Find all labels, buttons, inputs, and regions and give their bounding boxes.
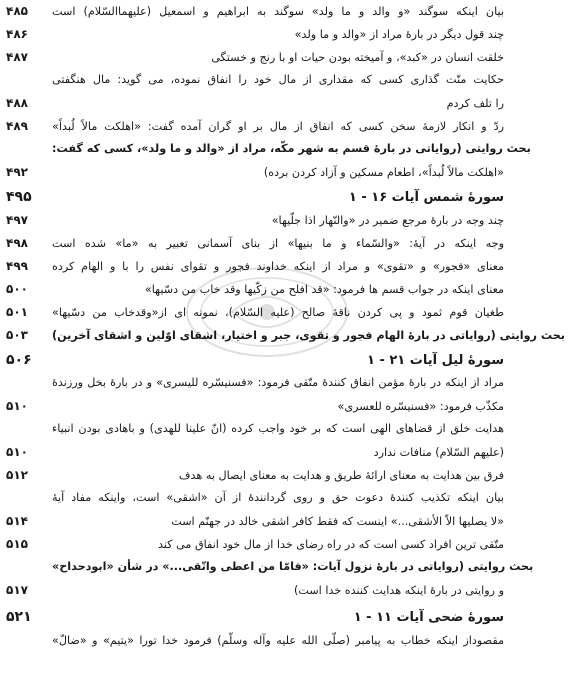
- entry-text: «لا یصلیها الاّ الأشقی...» اینست که فقط کافر اشقی خالد در جهنّم است: [171, 515, 504, 528]
- index-entry[interactable]: [6, 213, 526, 227]
- section-title: سورهٔ لیل آیات ۲۱ - ۱: [366, 353, 504, 368]
- page-number: ۵۰۰: [6, 282, 28, 296]
- section-heading[interactable]: [6, 189, 526, 205]
- entry-text: هدایت خلق از قضاهای الهی است که بر خود واجب کرده (انّ علینا للهدی) و باهادی بودن انبیاء: [52, 422, 504, 435]
- page-number: ۵۱۲: [6, 468, 28, 482]
- index-entry[interactable]: [6, 634, 526, 647]
- page-number: ۴۹۷: [6, 213, 28, 227]
- page-number: ۴۸۸: [6, 96, 28, 110]
- index-entry[interactable]: [6, 259, 526, 273]
- entry-text: حکایت منّت گذاری کسی که مقداری از مال خود را انفاق نموده، می گوید: مال هنگفتی: [52, 73, 504, 86]
- page-number: ۵۱۵: [6, 537, 28, 551]
- section-heading[interactable]: [6, 352, 526, 368]
- index-entry[interactable]: [6, 305, 526, 319]
- index-entry[interactable]: [6, 282, 526, 296]
- entry-text: (علیهم السّلام) منافات ندارد: [373, 446, 504, 459]
- index-entry[interactable]: [6, 73, 526, 86]
- page-number: ۵۱۴: [6, 514, 28, 528]
- page-number: ۵۰۱: [6, 305, 28, 319]
- entry-text: چند قول دیگر در بارهٔ مراد از «والد و ما ولد»: [294, 28, 504, 41]
- page-number: ۴۸۷: [6, 50, 28, 64]
- entry-text: معنای اینکه در جواب قسم ها فرمود: «قد افلح من زکّیها وقد خاب من دسّیها»: [144, 283, 504, 296]
- index-entry[interactable]: [6, 236, 526, 250]
- entry-text: وجه اینکه در آیهٔ: «والسّماء و ما بنیها» از بنای آسمانی تعبیر به «ما» شده است: [52, 237, 504, 250]
- index-entry[interactable]: [6, 491, 526, 504]
- page-number: ۴۹۵: [6, 189, 32, 205]
- index-entry[interactable]: [6, 27, 526, 41]
- section-title: سورهٔ شمس آیات ۱۶ - ۱: [348, 190, 504, 205]
- entry-text: خلقت انسان در «کبد»، و آمیخته بودن حیات او با رنج و خستگی: [211, 51, 504, 64]
- index-entry[interactable]: [6, 376, 526, 389]
- index-entry[interactable]: [6, 445, 526, 459]
- entry-text: مقصوداز اینکه خطاب به پیامبر (صلّی الله علیه وآله وسلّم) فرمود خدا تورا «یتیم» و «ضالّ»: [52, 634, 504, 647]
- entry-text: متّقی ترین افراد کسی است که در راه رضای خدا از مال خود انفاق می کند: [157, 538, 504, 551]
- index-entry[interactable]: [6, 399, 526, 413]
- page-number: ۵۱۰: [6, 445, 28, 459]
- index-entry[interactable]: [6, 165, 526, 179]
- page-number: ۴۸۵: [6, 4, 28, 18]
- index-entry[interactable]: [6, 560, 534, 573]
- index-entry[interactable]: [6, 468, 526, 482]
- entry-text: طغیان قوم ثمود و پی کردن ناقهٔ صالح (علیه السّلام)، نمونه ای از«وقدخاب من دسّیها»: [52, 306, 504, 319]
- page-number: ۵۱۷: [6, 583, 28, 597]
- entry-text: فرق بین هدایت به معنای ارائهٔ طریق و هدایت به معنای ایصال به هدف: [178, 469, 504, 482]
- index-entry[interactable]: [6, 119, 526, 133]
- index-entry[interactable]: [6, 514, 526, 528]
- section-title: سورهٔ ضحی آیات ۱۱ - ۱: [353, 610, 504, 625]
- index-entry[interactable]: [6, 583, 526, 597]
- page-number: ۴۹۲: [6, 165, 28, 179]
- entry-text: مراد از اینکه در بارهٔ مؤمن انفاق کنندهٔ متّقی فرمود: «فسنیسّره للیسری» و در بارهٔ بخل ورزندهٔ: [52, 376, 504, 389]
- entry-text: چند وجه در بارهٔ مرجع ضمیر در «والنّهار اذا جلّیها»: [271, 214, 504, 227]
- page-number: ۵۲۱: [6, 609, 32, 625]
- entry-text: بیان اینکه سوگند «و والد و ما ولد» سوگند به ابراهیم و اسمعیل (علیهماالسّلام) است: [52, 5, 504, 18]
- index-entry[interactable]: [6, 422, 526, 435]
- entry-text: معنای «فجور» و «تقوی» و مراد از اینکه خداوند فجور و تقوای نفس را با و الهام کرده: [52, 260, 504, 273]
- entry-text: بحث روایتی (روایاتی در بارهٔ الهام فجور و تقوی، جبر و اختیار، اشقای اوّلین و اشقای آخرین): [52, 329, 565, 342]
- page-number: ۵۰۳: [6, 328, 28, 342]
- page-number: ۴۸۶: [6, 27, 28, 41]
- page-number: ۵۱۰: [6, 399, 28, 413]
- entry-text: و روایتی در بارهٔ اینکه هدایت کننده خدا است): [293, 584, 504, 597]
- entry-text: ردّ و انکار لازمهٔ سخن کسی که انفاق از مال بر او گران آمده گفت: «اهلکت مالاً لُبداً»: [52, 120, 504, 133]
- page-number: ۵۰۶: [6, 352, 32, 368]
- entry-text: بحث روایتی (روایاتی در بارهٔ قسم به شهر مکّه، مراد از «والد و ما ولد»، کسی که گفت:: [52, 142, 531, 155]
- entry-text: بیان اینکه تکذیب کنندهٔ دعوت حق و روی گردانندهٔ از آن «اشقی» است، واینکه مفاد آیهٔ: [52, 491, 504, 504]
- page-number: ۴۹۸: [6, 236, 28, 250]
- index-entry[interactable]: [6, 328, 565, 342]
- page-number: ۴۹۹: [6, 259, 28, 273]
- index-entry[interactable]: [6, 142, 531, 155]
- index-entry[interactable]: [6, 4, 526, 18]
- page-number: ۴۸۹: [6, 119, 28, 133]
- entry-text: را تلف کردم: [446, 97, 504, 110]
- index-entry[interactable]: [6, 96, 526, 110]
- entry-text: مکذّب فرمود: «فسنیسّره للعسری»: [337, 400, 504, 413]
- index-entry[interactable]: [6, 537, 526, 551]
- section-heading[interactable]: [6, 609, 526, 625]
- entry-text: بحث روایتی (روایاتی در بارهٔ نزول آیات: «فامّا من اعطی واتّقی...» در شأن «ابودحداح»: [52, 560, 534, 573]
- index-entry[interactable]: [6, 50, 526, 64]
- entry-text: «اهلکت مالاً لُبداً»، اطعام مسکین و آزاد کردن برده): [263, 166, 504, 179]
